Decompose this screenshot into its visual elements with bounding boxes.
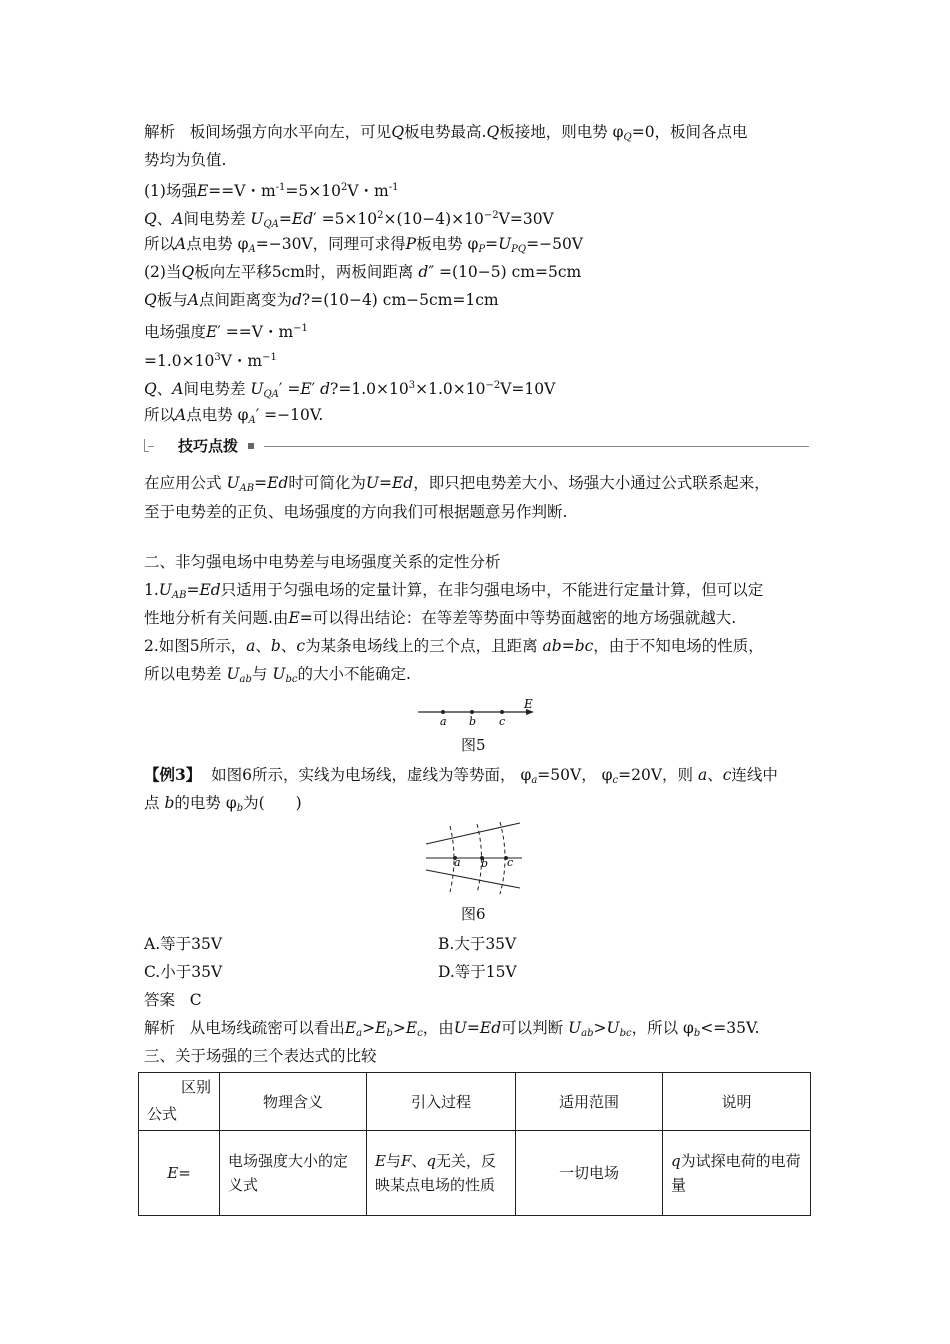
analysis2-line: 解析 从电场线疏密可以看出$E_a>E_b>E_c$，由U=Ed可以判断 $U_{ab}>U_{bc}$，所以 $\varphi_b<=35V$. — [144, 1019, 760, 1039]
field-line-bottom — [426, 870, 520, 888]
section3-heading: 三、关于场强的三个表达式的比较 — [144, 1047, 377, 1065]
row1-meaning: 电场强度大小的定义式 — [220, 1131, 367, 1216]
analysis-line-4: Q、A间电势差 $U_{QA}=Ed' =5\times 10^2\times(10-4)\times 10^{-2}V=30V$ — [144, 210, 554, 230]
comparison-table — [138, 1072, 811, 1216]
answer-line: 答案 C — [144, 991, 202, 1009]
analysis-line-9: $=1.0\times 10^3V$・$m^{-1}$ — [144, 352, 277, 370]
label-c: c — [507, 856, 514, 869]
label-a: a — [454, 856, 461, 869]
tip-square-icon — [248, 443, 254, 449]
header-diagonal-cell — [139, 1073, 220, 1131]
analysis-line-7: Q板与A点间距离变为d?=(10−4) cm−5cm=1cm — [144, 291, 499, 309]
analysis-line-6: (2)当Q板向左平移5cm时，两板间距离 d″ =(10−5) cm=5cm — [144, 263, 582, 281]
example3-line-1: 【例3】 如图6所示，实线为电场线，虚线为等势面， $\varphi_a=50V$， $\varphi_c=20V$，则 a、c连线中 — [144, 765, 778, 786]
option-D[interactable]: D.等于15V — [438, 963, 517, 981]
point-b — [470, 710, 474, 714]
section2-p1-line1: $1.U_{AB}=Ed$只适用于匀强电场的定量计算，在非匀强电场中，不能进行定量计算，但可以定 — [144, 581, 764, 601]
analysis-line-2: 势均为负值. — [144, 151, 227, 169]
row1-note: q为试探电荷的电荷量 — [663, 1131, 811, 1216]
header-formula-label: 公式 — [147, 1105, 178, 1123]
analysis-line-3: (1)场强E==V・$m^{-1}=5\times 10^2V$・$m^{-1}$ — [144, 182, 399, 200]
section2-p2-line1: 2.如图5所示，a、b、c为某条电场线上的三个点，且距离 ab=bc，由于不知电场的性质， — [144, 637, 764, 655]
analysis-line-8: 电场强度E′ ==V・$m^{-1}$ — [144, 323, 308, 341]
option-A[interactable]: A.等于35V — [144, 935, 223, 953]
analysis-line-10: Q、A间电势差 $U_{QA}' =E'$ $d?=1.0\times 10^3\times 1.0\times 10^{-2}V=10V$ — [144, 380, 556, 400]
section2-heading: 二、非匀强电场中电势差与电场强度关系的定性分析 — [144, 553, 501, 571]
tip-rule — [264, 446, 809, 447]
tip-dash — [148, 446, 154, 447]
point-a — [441, 710, 445, 714]
label-b: b — [469, 715, 477, 728]
field-line-top — [426, 823, 520, 844]
option-C[interactable]: C.小于35V — [144, 963, 223, 981]
header-diff-label: 区别 — [180, 1078, 211, 1096]
figure-6-diagram — [420, 818, 528, 896]
section2-p2-line2: 所以电势差 $U_{ab}$与 $U_{bc}$的大小不能确定. — [144, 665, 411, 685]
example3-line-2: 点 b的电势 $\varphi_b$为( ) — [144, 794, 302, 814]
analysis-line-5: 所以A点电势 $\varphi_A=-30V$，同理可求得P板电势 $\varphi_P=U_{PQ}=-50V$ — [144, 235, 584, 255]
table-row — [139, 1131, 811, 1216]
figure-6-caption: 图6 — [461, 905, 486, 923]
header-process: 引入过程 — [367, 1073, 516, 1131]
tip-line-1: 在应用公式 $U_{AB}=Ed$时可简化为U=Ed，即只把电势差大小、场强大小通过公式联系起来， — [144, 474, 770, 494]
tip-line-2: 至于电势差的正负、电场强度的方向我们可根据题意另作判断. — [144, 503, 568, 521]
figure-5-caption: 图5 — [461, 736, 486, 754]
row1-formula: E= — [139, 1131, 220, 1216]
header-note: 说明 — [663, 1073, 811, 1131]
label-E: E — [524, 697, 533, 711]
tip-label: 技巧点拨 — [174, 436, 242, 456]
row1-scope: 一切电场 — [516, 1131, 663, 1216]
row1-process: E与F、q无关，反映某点电场的性质 — [367, 1131, 516, 1216]
label-b: b — [481, 857, 489, 870]
option-B[interactable]: B.大于35V — [438, 935, 517, 953]
table-header-row — [139, 1073, 811, 1131]
header-meaning: 物理含义 — [220, 1073, 367, 1131]
label-c: c — [499, 715, 506, 728]
figure-5-diagram — [410, 696, 540, 728]
section2-p1-line2: 性地分析有关问题.由E=可以得出结论：在等差等势面中等势面越密的地方场强就越大. — [144, 609, 737, 627]
label-a: a — [440, 715, 447, 728]
point-c — [500, 710, 504, 714]
tip-header — [144, 436, 809, 456]
analysis-line-11: 所以A点电势 $\varphi_A' =-10V$. — [144, 406, 324, 426]
header-scope: 适用范围 — [516, 1073, 663, 1131]
analysis-line-1: 解析 板间场强方向水平向左，可见Q板电势最高.Q板接地，则电势 $\varphi_Q=0$，板间各点电 — [144, 123, 748, 143]
